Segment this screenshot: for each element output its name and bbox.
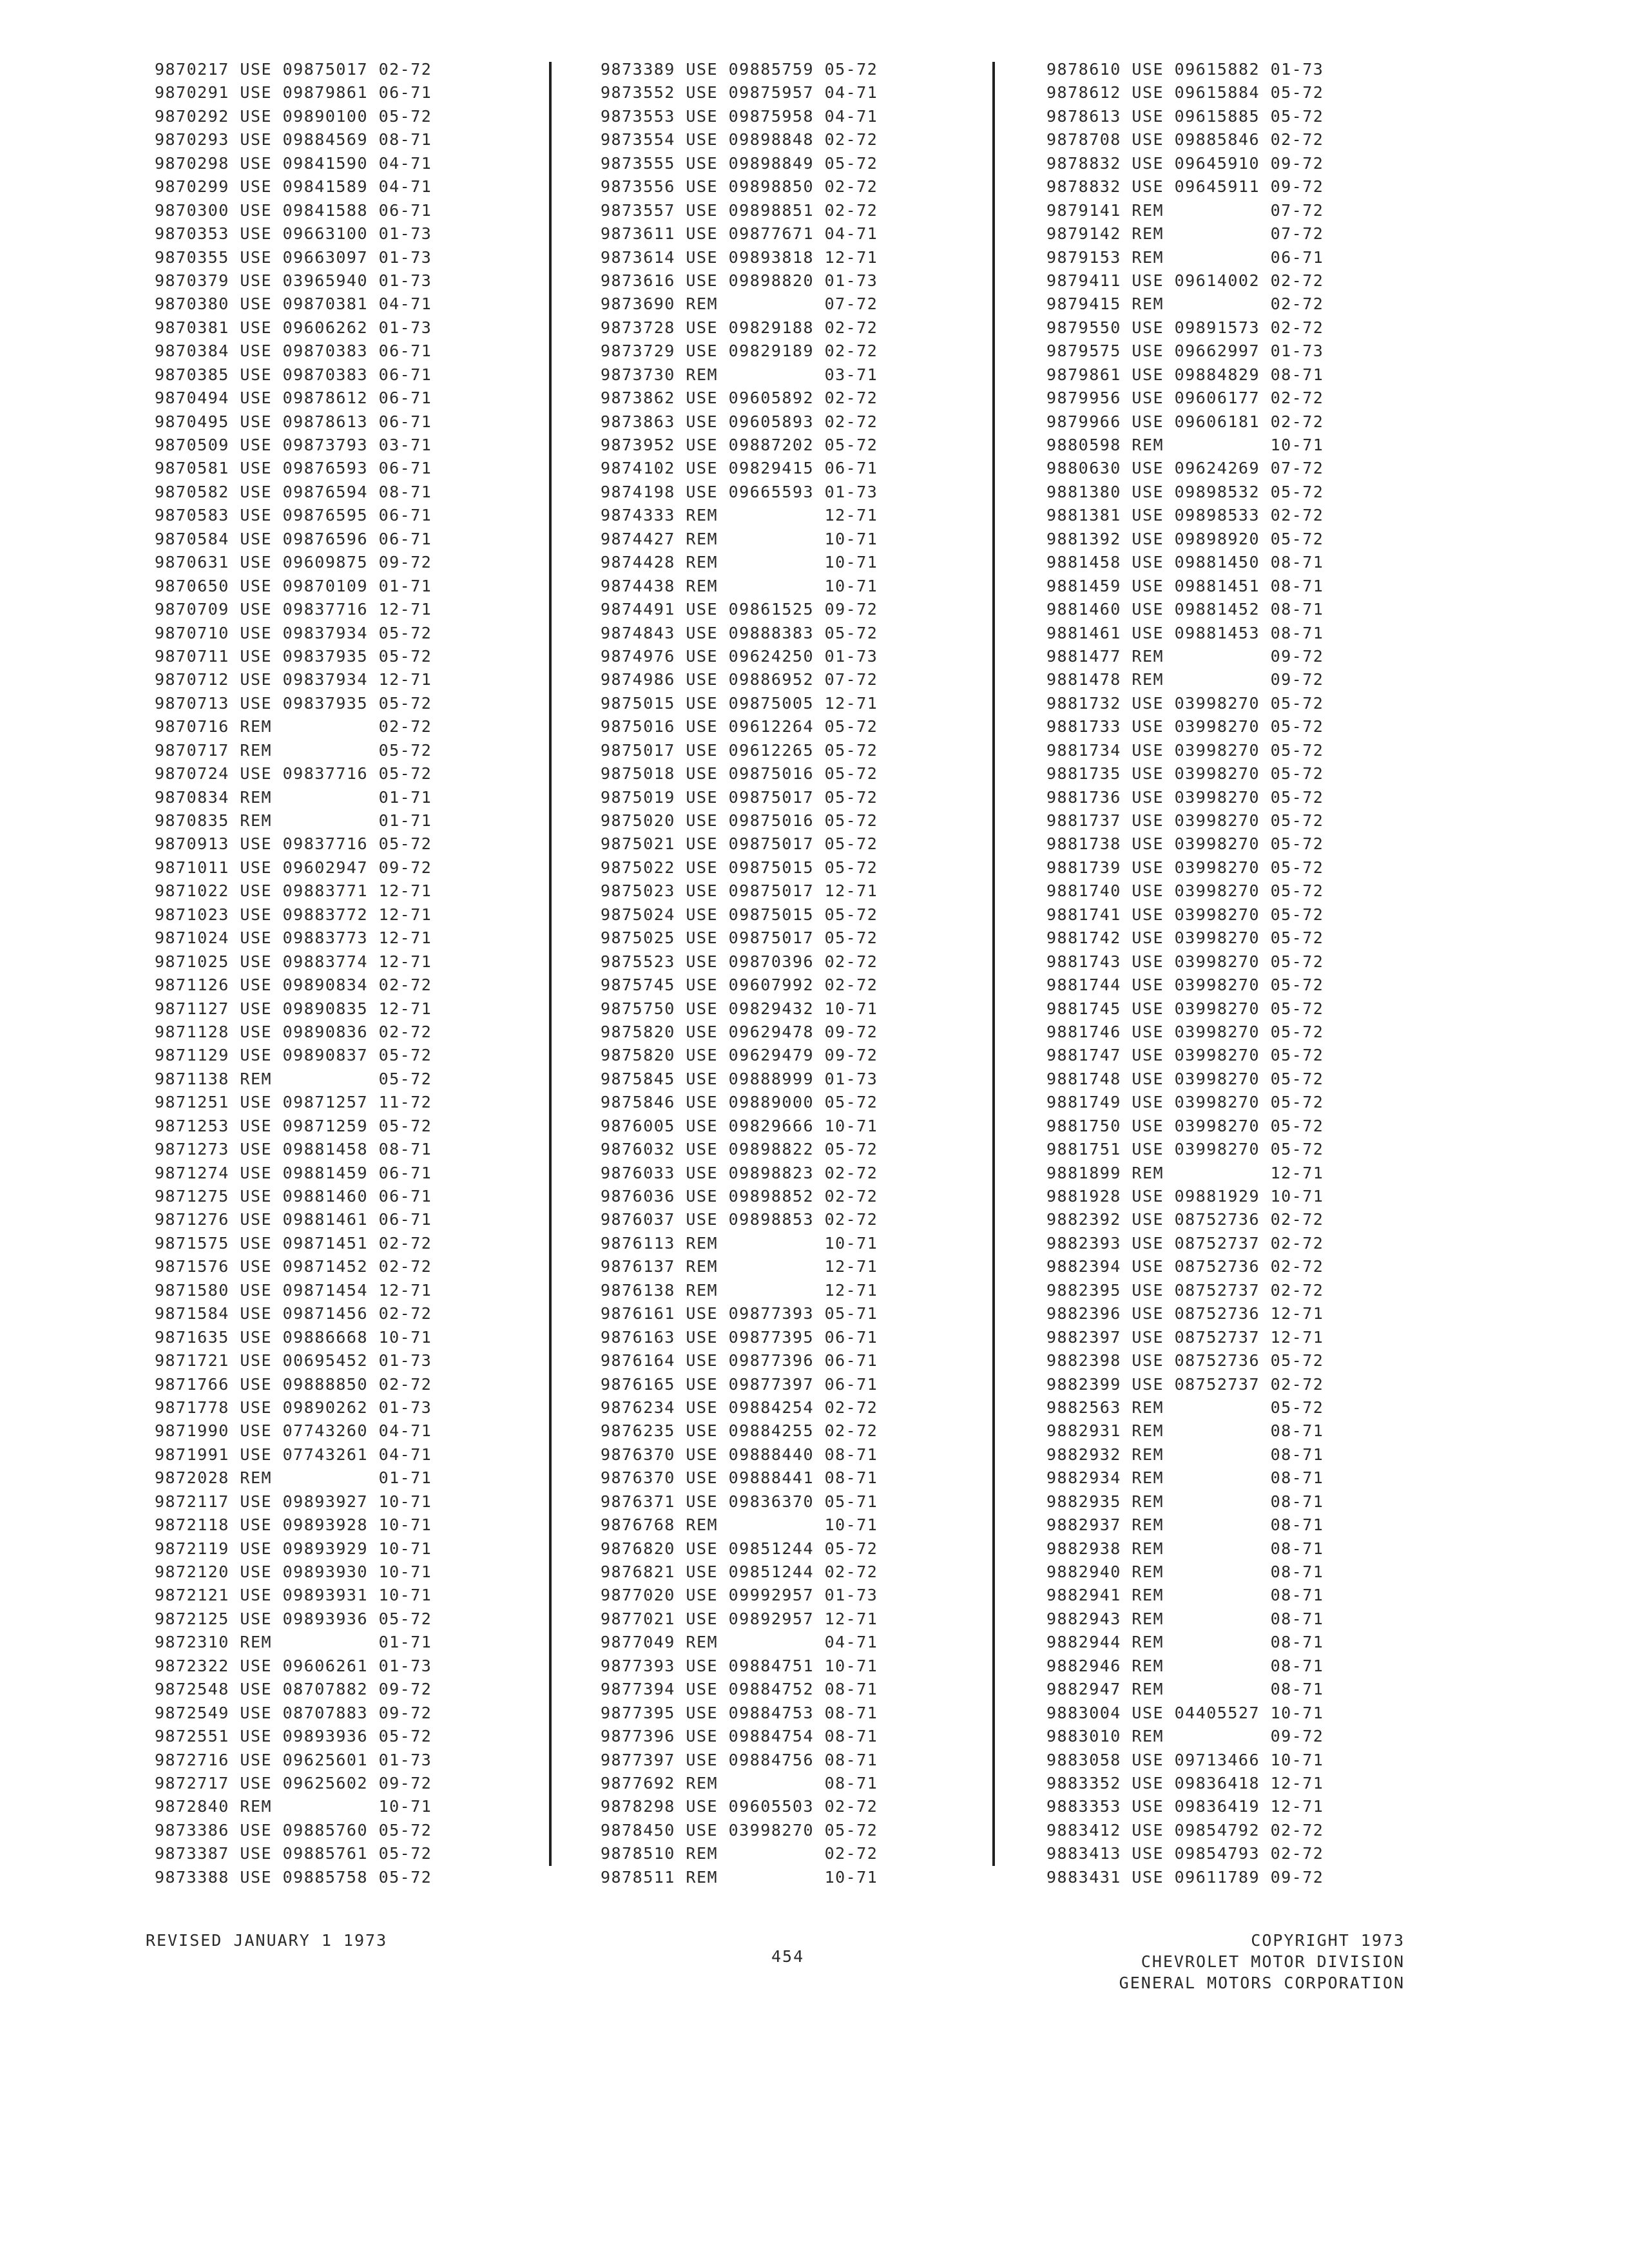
part-entry-row: 9871576 USE 09871452 02-72 bbox=[155, 1257, 432, 1276]
part-entry-row: 9872120 USE 09893930 10-71 bbox=[155, 1562, 432, 1581]
part-entry-row: 9874843 USE 09888383 05-72 bbox=[601, 623, 878, 642]
part-entry-row: 9872310 REM 01-71 bbox=[155, 1633, 432, 1652]
part-entry-row: 9871273 USE 09881458 08-71 bbox=[155, 1140, 432, 1159]
part-entry-row: 9872118 USE 09893928 10-71 bbox=[155, 1515, 432, 1535]
part-entry-row: 9875025 USE 09875017 05-72 bbox=[601, 928, 878, 948]
part-entry-row: 9870834 REM 01-71 bbox=[155, 787, 432, 807]
part-entry-row: 9873728 USE 09829188 02-72 bbox=[601, 318, 878, 337]
revised-date: REVISED JANUARY 1 1973 bbox=[146, 1931, 388, 1950]
part-entry-row: 9878708 USE 09885846 02-72 bbox=[1046, 130, 1324, 149]
part-entry-row: 9883004 USE 04405527 10-71 bbox=[1046, 1703, 1324, 1722]
part-entry-row: 9870710 USE 09837934 05-72 bbox=[155, 623, 432, 642]
part-entry-row: 9876033 USE 09898823 02-72 bbox=[601, 1163, 878, 1182]
part-entry-row: 9871580 USE 09871454 12-71 bbox=[155, 1280, 432, 1300]
part-entry-row: 9882931 REM 08-71 bbox=[1046, 1421, 1324, 1441]
part-entry-row: 9881747 USE 03998270 05-72 bbox=[1046, 1046, 1324, 1065]
part-entry-row: 9871023 USE 09883772 12-71 bbox=[155, 905, 432, 924]
part-entry-row: 9879141 REM 07-72 bbox=[1046, 200, 1324, 220]
part-entry-row: 9871129 USE 09890837 05-72 bbox=[155, 1046, 432, 1065]
part-entry-row: 9873616 USE 09898820 01-73 bbox=[601, 271, 878, 290]
part-entry-row: 9872840 REM 10-71 bbox=[155, 1797, 432, 1816]
part-entry-row: 9871766 USE 09888850 02-72 bbox=[155, 1374, 432, 1394]
part-entry-row: 9873388 USE 09885758 05-72 bbox=[155, 1867, 432, 1887]
part-entry-row: 9881738 USE 03998270 05-72 bbox=[1046, 834, 1324, 854]
part-entry-row: 9876165 USE 09877397 06-71 bbox=[601, 1374, 878, 1394]
part-entry-row: 9881477 REM 09-72 bbox=[1046, 646, 1324, 666]
part-entry-row: 9870495 USE 09878613 06-71 bbox=[155, 412, 432, 431]
part-entry-row: 9871024 USE 09883773 12-71 bbox=[155, 928, 432, 948]
part-entry-row: 9870650 USE 09870109 01-71 bbox=[155, 576, 432, 595]
part-entry-row: 9872322 USE 09606261 01-73 bbox=[155, 1656, 432, 1675]
part-entry-row: 9878832 USE 09645911 09-72 bbox=[1046, 177, 1324, 197]
part-entry-row: 9875023 USE 09875017 12-71 bbox=[601, 881, 878, 901]
column-2 bbox=[601, 58, 1000, 1889]
part-entry-row: 9872117 USE 09893927 10-71 bbox=[155, 1492, 432, 1511]
part-entry-row: 9875016 USE 09612264 05-72 bbox=[601, 717, 878, 736]
part-entry-row: 9882393 USE 08752737 02-72 bbox=[1046, 1233, 1324, 1253]
part-entry-row: 9870713 USE 09837935 05-72 bbox=[155, 693, 432, 713]
part-entry-row: 9875820 USE 09629479 09-72 bbox=[601, 1046, 878, 1065]
part-entry-row: 9870292 USE 09890100 05-72 bbox=[155, 106, 432, 126]
part-entry-row: 9873386 USE 09885760 05-72 bbox=[155, 1820, 432, 1840]
part-entry-row: 9878510 REM 02-72 bbox=[601, 1844, 878, 1863]
part-entry-row: 9881458 USE 09881450 08-71 bbox=[1046, 553, 1324, 572]
part-entry-row: 9883010 REM 09-72 bbox=[1046, 1727, 1324, 1746]
part-entry-row: 9882943 REM 08-71 bbox=[1046, 1609, 1324, 1628]
part-entry-row: 9882940 REM 08-71 bbox=[1046, 1562, 1324, 1581]
part-entry-row: 9871127 USE 09890835 12-71 bbox=[155, 999, 432, 1018]
part-entry-row: 9875845 USE 09888999 01-73 bbox=[601, 1069, 878, 1088]
part-entry-row: 9878511 REM 10-71 bbox=[601, 1867, 878, 1887]
part-entry-row: 9870379 USE 03965940 01-73 bbox=[155, 271, 432, 290]
part-entry-row: 9870298 USE 09841590 04-71 bbox=[155, 153, 432, 173]
part-entry-row: 9875020 USE 09875016 05-72 bbox=[601, 811, 878, 830]
page-number: 454 bbox=[771, 1947, 805, 1966]
part-entry-row: 9878832 USE 09645910 09-72 bbox=[1046, 153, 1324, 173]
part-entry-row: 9879411 USE 09614002 02-72 bbox=[1046, 271, 1324, 290]
part-entry-row: 9873387 USE 09885761 05-72 bbox=[155, 1844, 432, 1863]
part-entry-row: 9879153 REM 06-71 bbox=[1046, 247, 1324, 267]
part-entry-row: 9872717 USE 09625602 09-72 bbox=[155, 1773, 432, 1792]
part-entry-row: 9881739 USE 03998270 05-72 bbox=[1046, 858, 1324, 877]
part-entry-row: 9876032 USE 09898822 05-72 bbox=[601, 1140, 878, 1159]
part-entry-row: 9882398 USE 08752736 05-72 bbox=[1046, 1351, 1324, 1370]
part-entry-row: 9870584 USE 09876596 06-71 bbox=[155, 529, 432, 548]
part-entry-row: 9875021 USE 09875017 05-72 bbox=[601, 834, 878, 854]
part-entry-row: 9870293 USE 09884569 08-71 bbox=[155, 130, 432, 149]
part-entry-row: 9881736 USE 03998270 05-72 bbox=[1046, 787, 1324, 807]
part-entry-row: 9873553 USE 09875958 04-71 bbox=[601, 106, 878, 126]
part-entry-row: 9875750 USE 09829432 10-71 bbox=[601, 999, 878, 1018]
part-entry-row: 9882947 REM 08-71 bbox=[1046, 1680, 1324, 1699]
part-entry-row: 9873552 USE 09875957 04-71 bbox=[601, 83, 878, 102]
part-entry-row: 9876036 USE 09898852 02-72 bbox=[601, 1187, 878, 1206]
part-entry-row: 9883352 USE 09836418 12-71 bbox=[1046, 1773, 1324, 1792]
part-entry-row: 9870709 USE 09837716 12-71 bbox=[155, 600, 432, 619]
part-entry-row: 9873611 USE 09877671 04-71 bbox=[601, 224, 878, 244]
part-entry-row: 9877394 USE 09884752 08-71 bbox=[601, 1680, 878, 1699]
part-entry-row: 9875015 USE 09875005 12-71 bbox=[601, 693, 878, 713]
part-entry-row: 9876137 REM 12-71 bbox=[601, 1257, 878, 1276]
part-entry-row: 9874198 USE 09665593 01-73 bbox=[601, 482, 878, 501]
part-entry-row: 9873862 USE 09605892 02-72 bbox=[601, 389, 878, 408]
part-entry-row: 9872548 USE 08707882 09-72 bbox=[155, 1680, 432, 1699]
part-entry-row: 9870581 USE 09876593 06-71 bbox=[155, 459, 432, 478]
part-entry-row: 9871721 USE 00695452 01-73 bbox=[155, 1351, 432, 1370]
part-entry-row: 9881740 USE 03998270 05-72 bbox=[1046, 881, 1324, 901]
part-entry-row: 9879142 REM 07-72 bbox=[1046, 224, 1324, 244]
part-entry-row: 9880630 USE 09624269 07-72 bbox=[1046, 459, 1324, 478]
part-entry-row: 9873555 USE 09898849 05-72 bbox=[601, 153, 878, 173]
part-entry-row: 9879956 USE 09606177 02-72 bbox=[1046, 389, 1324, 408]
part-entry-row: 9881742 USE 03998270 05-72 bbox=[1046, 928, 1324, 948]
part-entry-row: 9874333 REM 12-71 bbox=[601, 506, 878, 525]
part-entry-row: 9881748 USE 03998270 05-72 bbox=[1046, 1069, 1324, 1088]
column-1 bbox=[155, 58, 554, 1889]
part-entry-row: 9882944 REM 08-71 bbox=[1046, 1633, 1324, 1652]
part-entry-row: 9873729 USE 09829189 02-72 bbox=[601, 341, 878, 361]
part-entry-row: 9879415 REM 02-72 bbox=[1046, 294, 1324, 314]
part-entry-row: 9871126 USE 09890834 02-72 bbox=[155, 975, 432, 995]
part-entry-row: 9870353 USE 09663100 01-73 bbox=[155, 224, 432, 244]
part-entry-row: 9881928 USE 09881929 10-71 bbox=[1046, 1187, 1324, 1206]
part-entry-row: 9881735 USE 03998270 05-72 bbox=[1046, 764, 1324, 783]
part-entry-row: 9874986 USE 09886952 07-72 bbox=[601, 670, 878, 689]
part-entry-row: 9882946 REM 08-71 bbox=[1046, 1656, 1324, 1675]
part-entry-row: 9870300 USE 09841588 06-71 bbox=[155, 200, 432, 220]
part-entry-row: 9871022 USE 09883771 12-71 bbox=[155, 881, 432, 901]
part-entry-row: 9881737 USE 03998270 05-72 bbox=[1046, 811, 1324, 830]
part-entry-row: 9877397 USE 09884756 08-71 bbox=[601, 1750, 878, 1769]
part-entry-row: 9871138 REM 05-72 bbox=[155, 1069, 432, 1088]
part-entry-row: 9882937 REM 08-71 bbox=[1046, 1515, 1324, 1535]
part-entry-row: 9871251 USE 09871257 11-72 bbox=[155, 1093, 432, 1112]
part-entry-row: 9881461 USE 09881453 08-71 bbox=[1046, 623, 1324, 642]
part-entry-row: 9878298 USE 09605503 02-72 bbox=[601, 1797, 878, 1816]
part-entry-row: 9875019 USE 09875017 05-72 bbox=[601, 787, 878, 807]
part-entry-row: 9873556 USE 09898850 02-72 bbox=[601, 177, 878, 197]
part-entry-row: 9870299 USE 09841589 04-71 bbox=[155, 177, 432, 197]
part-entry-row: 9876820 USE 09851244 05-72 bbox=[601, 1539, 878, 1558]
part-entry-row: 9870582 USE 09876594 08-71 bbox=[155, 482, 432, 501]
part-entry-row: 9876163 USE 09877395 06-71 bbox=[601, 1327, 878, 1347]
part-entry-row: 9875017 USE 09612265 05-72 bbox=[601, 740, 878, 760]
part-entry-row: 9871778 USE 09890262 01-73 bbox=[155, 1398, 432, 1417]
part-entry-row: 9882396 USE 08752736 12-71 bbox=[1046, 1304, 1324, 1323]
part-entry-row: 9870631 USE 09609875 09-72 bbox=[155, 553, 432, 572]
corporation-line: GENERAL MOTORS CORPORATION bbox=[1119, 1974, 1405, 1992]
part-entry-row: 9876370 USE 09888441 08-71 bbox=[601, 1468, 878, 1488]
part-entry-row: 9872121 USE 09893931 10-71 bbox=[155, 1586, 432, 1605]
part-entry-row: 9883413 USE 09854793 02-72 bbox=[1046, 1844, 1324, 1863]
part-entry-row: 9877396 USE 09884754 08-71 bbox=[601, 1727, 878, 1746]
part-entry-row: 9870717 REM 05-72 bbox=[155, 740, 432, 760]
part-entry-row: 9879861 USE 09884829 08-71 bbox=[1046, 365, 1324, 384]
part-entry-row: 9880598 REM 10-71 bbox=[1046, 436, 1324, 454]
part-entry-row: 9882399 USE 08752737 02-72 bbox=[1046, 1374, 1324, 1394]
part-entry-row: 9872549 USE 08707883 09-72 bbox=[155, 1703, 432, 1722]
part-entry-row: 9881459 USE 09881451 08-71 bbox=[1046, 576, 1324, 595]
part-entry-row: 9875024 USE 09875015 05-72 bbox=[601, 905, 878, 924]
part-entry-row: 9871025 USE 09883774 12-71 bbox=[155, 952, 432, 971]
part-entry-row: 9881380 USE 09898532 05-72 bbox=[1046, 482, 1324, 501]
part-entry-row: 9870385 USE 09870383 06-71 bbox=[155, 365, 432, 384]
part-entry-row: 9871274 USE 09881459 06-71 bbox=[155, 1163, 432, 1182]
part-entry-row: 9873614 USE 09893818 12-71 bbox=[601, 247, 878, 267]
part-entry-row: 9882934 REM 08-71 bbox=[1046, 1468, 1324, 1488]
part-entry-row: 9881746 USE 03998270 05-72 bbox=[1046, 1022, 1324, 1041]
part-entry-row: 9878450 USE 03998270 05-72 bbox=[601, 1820, 878, 1840]
part-entry-row: 9871275 USE 09881460 06-71 bbox=[155, 1187, 432, 1206]
part-entry-row: 9876164 USE 09877396 06-71 bbox=[601, 1351, 878, 1370]
part-entry-row: 9881899 REM 12-71 bbox=[1046, 1163, 1324, 1182]
part-entry-row: 9876138 REM 12-71 bbox=[601, 1280, 878, 1300]
part-entry-row: 9874427 REM 10-71 bbox=[601, 529, 878, 548]
part-entry-row: 9870355 USE 09663097 01-73 bbox=[155, 247, 432, 267]
part-entry-row: 9876235 USE 09884255 02-72 bbox=[601, 1421, 878, 1441]
column-divider-1 bbox=[549, 62, 552, 1866]
part-entry-row: 9870509 USE 09873793 03-71 bbox=[155, 436, 432, 454]
part-entry-row: 9871276 USE 09881461 06-71 bbox=[155, 1210, 432, 1229]
part-entry-row: 9881460 USE 09881452 08-71 bbox=[1046, 600, 1324, 619]
part-entry-row: 9877020 USE 09992957 01-73 bbox=[601, 1586, 878, 1605]
part-entry-row: 9871128 USE 09890836 02-72 bbox=[155, 1022, 432, 1041]
part-entry-row: 9870716 REM 02-72 bbox=[155, 717, 432, 736]
part-entry-row: 9881734 USE 03998270 05-72 bbox=[1046, 740, 1324, 760]
part-entry-row: 9873690 REM 07-72 bbox=[601, 294, 878, 314]
part-entry-row: 9881392 USE 09898920 05-72 bbox=[1046, 529, 1324, 548]
part-entry-row: 9883353 USE 09836419 12-71 bbox=[1046, 1797, 1324, 1816]
part-entry-row: 9876370 USE 09888440 08-71 bbox=[601, 1445, 878, 1464]
part-entry-row: 9870494 USE 09878612 06-71 bbox=[155, 389, 432, 408]
part-entry-row: 9870583 USE 09876595 06-71 bbox=[155, 506, 432, 525]
column-3 bbox=[1046, 58, 1446, 1889]
part-entry-row: 9879550 USE 09891573 02-72 bbox=[1046, 318, 1324, 337]
part-entry-row: 9881749 USE 03998270 05-72 bbox=[1046, 1093, 1324, 1112]
part-entry-row: 9875846 USE 09889000 05-72 bbox=[601, 1093, 878, 1112]
part-entry-row: 9875018 USE 09875016 05-72 bbox=[601, 764, 878, 783]
part-entry-row: 9875022 USE 09875015 05-72 bbox=[601, 858, 878, 877]
part-entry-row: 9870291 USE 09879861 06-71 bbox=[155, 83, 432, 102]
part-entry-row: 9883431 USE 09611789 09-72 bbox=[1046, 1867, 1324, 1887]
part-entry-row: 9870712 USE 09837934 12-71 bbox=[155, 670, 432, 689]
part-entry-row: 9883058 USE 09713466 10-71 bbox=[1046, 1750, 1324, 1769]
part-entry-row: 9876037 USE 09898853 02-72 bbox=[601, 1210, 878, 1229]
part-entry-row: 9881381 USE 09898533 02-72 bbox=[1046, 506, 1324, 525]
part-entry-row: 9882395 USE 08752737 02-72 bbox=[1046, 1280, 1324, 1300]
part-entry-row: 9882938 REM 08-71 bbox=[1046, 1539, 1324, 1558]
part-entry-row: 9872119 USE 09893929 10-71 bbox=[155, 1539, 432, 1558]
column-divider-2 bbox=[992, 62, 995, 1866]
part-entry-row: 9877692 REM 08-71 bbox=[601, 1773, 878, 1792]
part-entry-row: 9882941 REM 08-71 bbox=[1046, 1586, 1324, 1605]
part-entry-row: 9881733 USE 03998270 05-72 bbox=[1046, 717, 1324, 736]
part-entry-row: 9881478 REM 09-72 bbox=[1046, 670, 1324, 689]
part-entry-row: 9873952 USE 09887202 05-72 bbox=[601, 436, 878, 454]
part-entry-row: 9881741 USE 03998270 05-72 bbox=[1046, 905, 1324, 924]
part-entry-row: 9882394 USE 08752736 02-72 bbox=[1046, 1257, 1324, 1276]
part-entry-row: 9877049 REM 04-71 bbox=[601, 1633, 878, 1652]
part-entry-row: 9875523 USE 09870396 02-72 bbox=[601, 952, 878, 971]
part-entry-row: 9871990 USE 07743260 04-71 bbox=[155, 1421, 432, 1441]
part-entry-row: 9872551 USE 09893936 05-72 bbox=[155, 1727, 432, 1746]
part-entry-row: 9870913 USE 09837716 05-72 bbox=[155, 834, 432, 854]
part-entry-row: 9883412 USE 09854792 02-72 bbox=[1046, 1820, 1324, 1840]
part-entry-row: 9870380 USE 09870381 04-71 bbox=[155, 294, 432, 314]
part-entry-row: 9871253 USE 09871259 05-72 bbox=[155, 1116, 432, 1135]
part-entry-row: 9875820 USE 09629478 09-72 bbox=[601, 1022, 878, 1041]
part-entry-row: 9877395 USE 09884753 08-71 bbox=[601, 1703, 878, 1722]
part-entry-row: 9876371 USE 09836370 05-71 bbox=[601, 1492, 878, 1511]
part-entry-row: 9873557 USE 09898851 02-72 bbox=[601, 200, 878, 220]
part-entry-row: 9879966 USE 09606181 02-72 bbox=[1046, 412, 1324, 431]
part-entry-row: 9875745 USE 09607992 02-72 bbox=[601, 975, 878, 995]
part-entry-row: 9872125 USE 09893936 05-72 bbox=[155, 1609, 432, 1628]
part-entry-row: 9871635 USE 09886668 10-71 bbox=[155, 1327, 432, 1347]
part-entry-row: 9876768 REM 10-71 bbox=[601, 1515, 878, 1535]
part-entry-row: 9881743 USE 03998270 05-72 bbox=[1046, 952, 1324, 971]
part-entry-row: 9882397 USE 08752737 12-71 bbox=[1046, 1327, 1324, 1347]
part-entry-row: 9870724 USE 09837716 05-72 bbox=[155, 764, 432, 783]
part-entry-row: 9877021 USE 09892957 12-71 bbox=[601, 1609, 878, 1628]
part-entry-row: 9882935 REM 08-71 bbox=[1046, 1492, 1324, 1511]
part-entry-row: 9874428 REM 10-71 bbox=[601, 553, 878, 572]
part-entry-row: 9871584 USE 09871456 02-72 bbox=[155, 1304, 432, 1323]
part-entry-row: 9873730 REM 03-71 bbox=[601, 365, 878, 384]
part-entry-row: 9881732 USE 03998270 05-72 bbox=[1046, 693, 1324, 713]
part-entry-row: 9878610 USE 09615882 01-73 bbox=[1046, 60, 1324, 79]
copyright-line: COPYRIGHT 1973 bbox=[1251, 1931, 1405, 1950]
part-entry-row: 9873389 USE 09885759 05-72 bbox=[601, 60, 878, 79]
part-entry-row: 9870381 USE 09606262 01-73 bbox=[155, 318, 432, 337]
part-entry-row: 9876113 REM 10-71 bbox=[601, 1233, 878, 1253]
part-entry-row: 9874976 USE 09624250 01-73 bbox=[601, 646, 878, 666]
part-entry-row: 9870835 REM 01-71 bbox=[155, 811, 432, 830]
part-entry-row: 9881751 USE 03998270 05-72 bbox=[1046, 1140, 1324, 1159]
part-entry-row: 9878613 USE 09615885 05-72 bbox=[1046, 106, 1324, 126]
part-entry-row: 9881745 USE 03998270 05-72 bbox=[1046, 999, 1324, 1018]
part-entry-row: 9881750 USE 03998270 05-72 bbox=[1046, 1116, 1324, 1135]
part-entry-row: 9871575 USE 09871451 02-72 bbox=[155, 1233, 432, 1253]
part-entry-row: 9876161 USE 09877393 05-71 bbox=[601, 1304, 878, 1323]
part-entry-row: 9876821 USE 09851244 02-72 bbox=[601, 1562, 878, 1581]
division-line: CHEVROLET MOTOR DIVISION bbox=[1141, 1952, 1405, 1971]
part-entry-row: 9876005 USE 09829666 10-71 bbox=[601, 1116, 878, 1135]
part-entry-row: 9870217 USE 09875017 02-72 bbox=[155, 60, 432, 79]
part-entry-row: 9872716 USE 09625601 01-73 bbox=[155, 1750, 432, 1769]
part-entry-row: 9870384 USE 09870383 06-71 bbox=[155, 341, 432, 361]
part-entry-row: 9870711 USE 09837935 05-72 bbox=[155, 646, 432, 666]
part-entry-row: 9871991 USE 07743261 04-71 bbox=[155, 1445, 432, 1464]
part-entry-row: 9882932 REM 08-71 bbox=[1046, 1445, 1324, 1464]
part-entry-row: 9872028 REM 01-71 bbox=[155, 1468, 432, 1488]
part-entry-row: 9874491 USE 09861525 09-72 bbox=[601, 600, 878, 619]
part-entry-row: 9878612 USE 09615884 05-72 bbox=[1046, 83, 1324, 102]
part-entry-row: 9871011 USE 09602947 09-72 bbox=[155, 858, 432, 877]
part-entry-row: 9873863 USE 09605893 02-72 bbox=[601, 412, 878, 431]
part-entry-row: 9881744 USE 03998270 05-72 bbox=[1046, 975, 1324, 995]
part-entry-row: 9874438 REM 10-71 bbox=[601, 576, 878, 595]
part-entry-row: 9877393 USE 09884751 10-71 bbox=[601, 1656, 878, 1675]
part-entry-row: 9882392 USE 08752736 02-72 bbox=[1046, 1210, 1324, 1229]
part-entry-row: 9879575 USE 09662997 01-73 bbox=[1046, 341, 1324, 361]
part-entry-row: 9874102 USE 09829415 06-71 bbox=[601, 459, 878, 478]
part-entry-row: 9882563 REM 05-72 bbox=[1046, 1398, 1324, 1417]
part-entry-row: 9876234 USE 09884254 02-72 bbox=[601, 1398, 878, 1417]
part-entry-row: 9873554 USE 09898848 02-72 bbox=[601, 130, 878, 149]
